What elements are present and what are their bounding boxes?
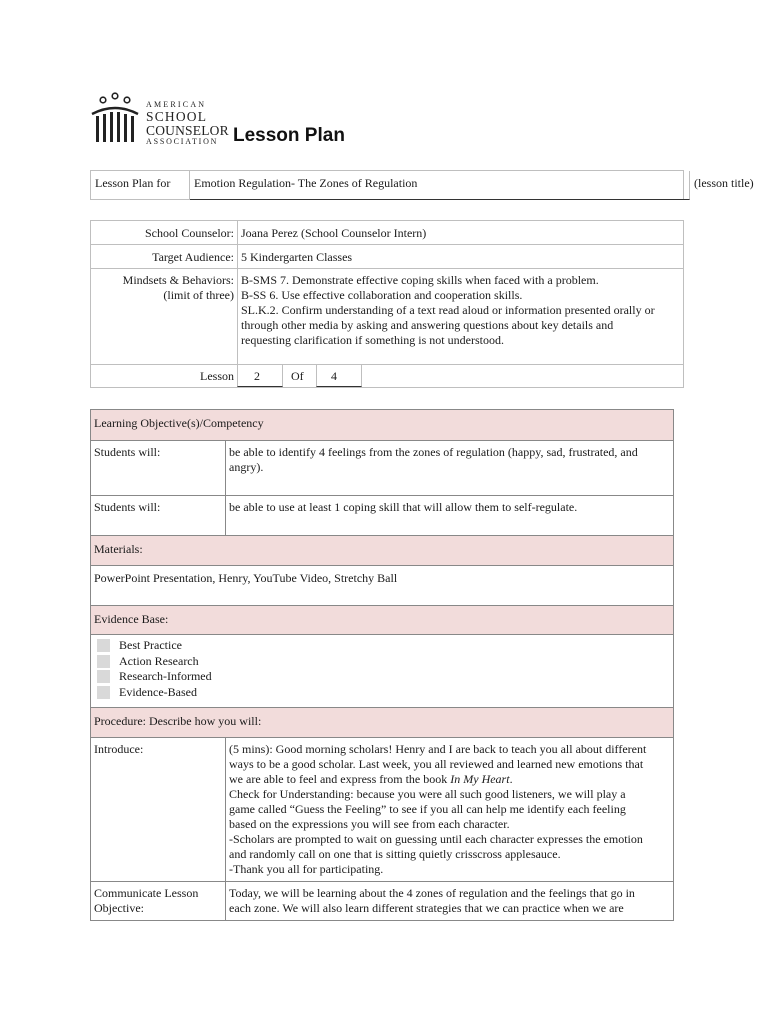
evidence-header-row — [91, 606, 673, 635]
introduce-label: Introduce: — [91, 738, 226, 881]
mindsets-line: requesting clarification if something is not understood. — [241, 333, 504, 347]
audience-label: Target Audience: — [152, 250, 234, 264]
counselor-row — [91, 221, 683, 245]
audience-row — [91, 245, 683, 269]
communicate-label — [91, 882, 226, 920]
mindsets-field[interactable] — [237, 269, 683, 364]
objective-row — [91, 496, 673, 536]
introduce-line: (5 mins): Good morning scholars! Henry and I are back to teach you all about different — [229, 742, 647, 756]
evidence-option-label: Best Practice — [119, 638, 182, 653]
introduce-line-text: . — [509, 772, 513, 786]
checkbox[interactable] — [97, 686, 110, 699]
lesson-total-field[interactable]: 4 — [316, 365, 362, 387]
logo-line-1: AMERICAN — [146, 100, 207, 109]
introduce-line: based on the expressions you will see from each character. — [229, 817, 510, 831]
evidence-option[interactable] — [97, 669, 212, 685]
counselor-field[interactable]: Joana Perez (School Counselor Intern) — [237, 221, 683, 244]
mindsets-line: B-SS 6. Use effective collaboration and cooperation skills. — [241, 288, 523, 302]
mindsets-line: B-SMS 7. Demonstrate effective coping skills when faced with a problem. — [241, 273, 599, 287]
lesson-plan-for-label: Lesson Plan for — [91, 171, 190, 199]
mindsets-row — [91, 269, 683, 365]
lesson-title-table — [90, 170, 754, 200]
objective-line: angry). — [229, 460, 264, 474]
objective-line: be able to use at least 1 coping skill that will allow them to self-regulate. — [229, 500, 578, 514]
evidence-options — [94, 635, 215, 704]
lesson-title-field[interactable]: Emotion Regulation- The Zones of Regulation — [190, 171, 690, 200]
logo-line-2: SCHOOL — [146, 109, 208, 124]
evidence-option-label: Research-Informed — [119, 669, 212, 684]
introduce-line: Check for Understanding: because you were all such good listeners, we will play a — [229, 787, 626, 801]
audience-field[interactable]: 5 Kindergarten Classes — [237, 245, 683, 268]
materials-header-row — [91, 536, 673, 566]
communicate-label-line: Objective: — [94, 901, 144, 915]
communicate-row — [91, 882, 673, 920]
evidence-options-row — [91, 635, 673, 708]
materials-header: Materials: — [94, 542, 143, 556]
objective-field[interactable] — [226, 441, 673, 479]
checkbox[interactable] — [97, 655, 110, 668]
lesson-label: Lesson — [200, 369, 234, 383]
mindsets-label-line-2: (limit of three) — [163, 288, 234, 302]
evidence-header: Evidence Base: — [94, 612, 169, 626]
communicate-field[interactable] — [226, 882, 673, 920]
introduce-line: -Thank you all for participating. — [229, 862, 384, 876]
logo-wordmark — [146, 101, 229, 146]
communicate-label-line: Communicate Lesson — [94, 886, 199, 900]
evidence-option[interactable] — [97, 638, 212, 654]
asca-logo-icon — [90, 92, 146, 148]
book-title: In My Heart — [450, 772, 510, 786]
objective-line: be able to identify 4 feelings from the zones of regulation (happy, sad, frustrated, and — [229, 445, 638, 459]
mindsets-line: through other media by asking and answering questions about key details and — [241, 318, 614, 332]
objective-header-row — [91, 410, 673, 441]
introduce-row — [91, 738, 673, 882]
evidence-option-label: Action Research — [119, 653, 199, 668]
introduce-line: and randomly call on one that is sitting quietly crisscross applesauce. — [229, 847, 561, 861]
procedure-header-row — [91, 708, 673, 738]
mindsets-label-line-1: Mindsets & Behaviors: — [122, 273, 234, 287]
introduce-line: -Scholars are prompted to wait on guessing until each character expresses the emotion — [229, 832, 643, 846]
communicate-line: Today, we will be learning about the 4 zones of regulation and the feelings that go in — [229, 886, 635, 900]
introduce-line-text: we are able to feel and express from the book — [229, 772, 451, 786]
students-will-label: Students will: — [91, 441, 226, 495]
materials-field[interactable]: PowerPoint Presentation, Henry, YouTube Video, Stretchy Ball — [94, 571, 398, 585]
objective-row — [91, 441, 673, 496]
evidence-option-label: Evidence-Based — [119, 684, 197, 699]
students-will-label: Students will: — [91, 496, 226, 535]
lesson-number-row — [91, 365, 683, 387]
introduce-line: game called “Guess the Feeling” to see if you all can help me identify each feeling — [229, 802, 626, 816]
checkbox[interactable] — [97, 670, 110, 683]
logo-line-4: ASSOCIATION — [146, 137, 219, 146]
procedure-header: Procedure: Describe how you will: — [94, 714, 262, 728]
lesson-plan-table — [90, 409, 674, 921]
materials-row — [91, 566, 673, 606]
lesson-info-table — [90, 220, 684, 388]
evidence-option[interactable] — [97, 654, 212, 670]
page-title: Lesson Plan — [233, 125, 345, 146]
mindsets-line: SL.K.2. Confirm understanding of a text read aloud or information presented orally or — [241, 303, 655, 317]
logo-line-3: COUNSELOR — [146, 122, 229, 138]
checkbox[interactable] — [97, 639, 110, 652]
evidence-option[interactable] — [97, 685, 212, 701]
counselor-label: School Counselor: — [145, 226, 234, 240]
communicate-line: each zone. We will also learn different strategies that we can practice when we are — [229, 901, 624, 915]
introduce-line: ways to be a good scholar. Last week, you all reviewed and learned new emotions that — [229, 757, 644, 771]
introduce-line — [229, 772, 670, 787]
objective-header: Learning Objective(s)/Competency — [94, 416, 264, 430]
lesson-number-field[interactable]: 2 — [237, 365, 283, 387]
lesson-title-suffix: (lesson title) — [694, 176, 754, 190]
introduce-field[interactable] — [226, 738, 673, 881]
objective-field[interactable] — [226, 496, 673, 519]
of-label: Of — [291, 369, 304, 383]
mindsets-label — [91, 273, 237, 303]
